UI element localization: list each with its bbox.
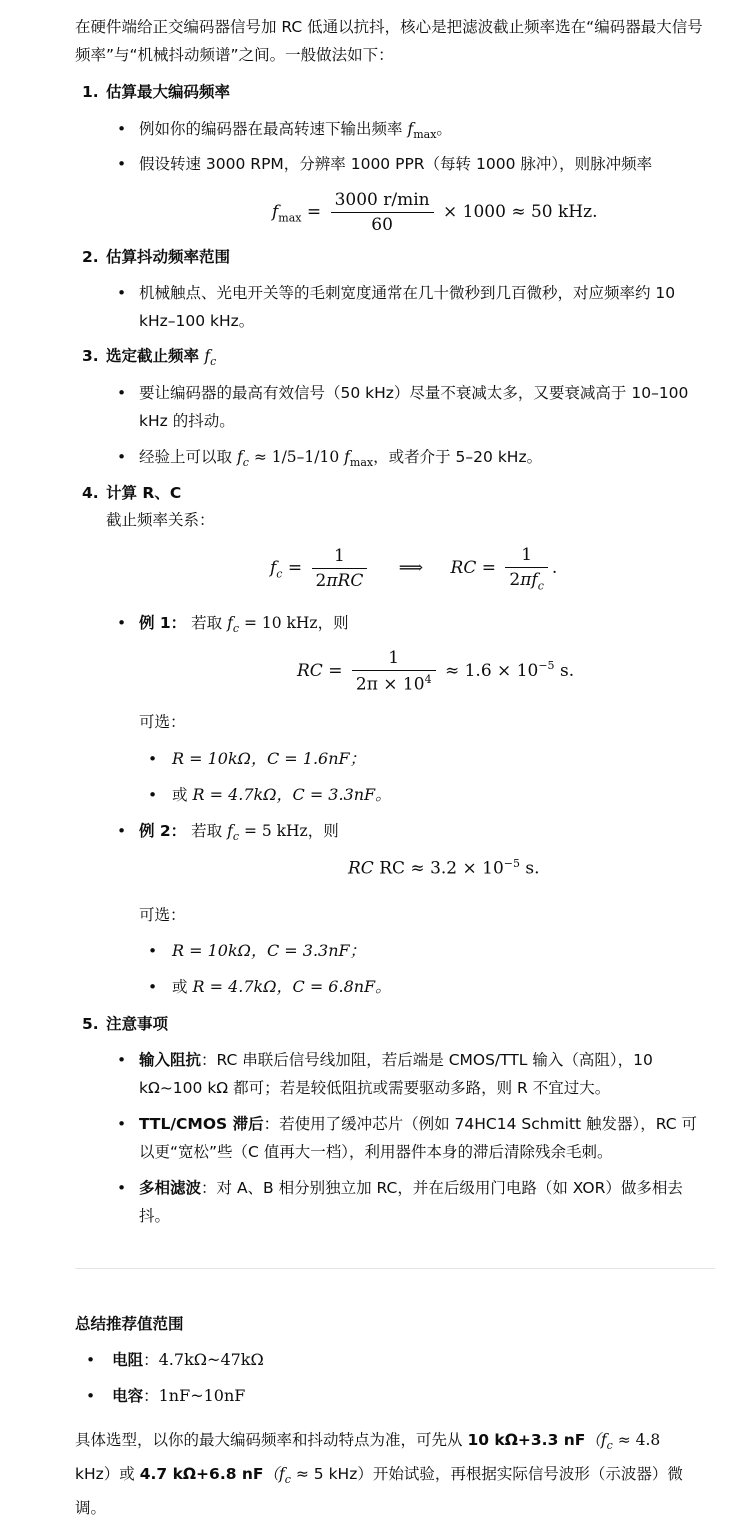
example-label: 例 1： — [139, 614, 187, 632]
list-item-text: 经验上可以取 — [139, 448, 233, 466]
summary-item-resistance: • 电阻：4.7kΩ~47kΩ — [86, 1350, 264, 1369]
exponent: −5 — [503, 857, 521, 870]
intro-paragraph — [75, 13, 715, 69]
note-label: 输入阻抗 — [139, 1051, 202, 1069]
bullet-icon: • — [117, 384, 127, 402]
bullet-icon: • — [117, 1115, 127, 1133]
math-fc: $f_c$ — [204, 347, 217, 369]
option-prefix: 或 — [172, 786, 188, 804]
unit: s. — [554, 660, 575, 681]
equation-fmax: $f_{max}$ = $\frac{3000 r/\min}{60}$ × 1000 ≈ 50 kHz. — [272, 190, 598, 235]
list-item-text: ，或者介于 5–20 kHz。 — [373, 448, 543, 466]
relation-label: 截止频率关系： — [106, 511, 215, 529]
summary-text: ≈ 5 kHz）开始试验，再根据实际信号波形（示波器）微 — [290, 1465, 683, 1484]
note-text: ：RC 串联后信号线加阻，若后端是 CMOS/TTL 输入（高阻），10 — [201, 1051, 653, 1069]
summary-text: 调。 — [75, 1499, 107, 1518]
section-number: 2. — [82, 248, 99, 266]
note-text: ：对 A、B 相分别独立加 RC，并在后级用门电路（如 XOR）做多相去 — [201, 1179, 683, 1197]
bullet-icon: • — [148, 942, 158, 960]
equation-text: RC ≈ 3.2 × 10 — [379, 858, 504, 879]
summary-value: 4.7kΩ~47kΩ — [158, 1350, 264, 1369]
summary-value: 1nF~10nF — [158, 1386, 246, 1405]
summary-item-capacitance: • 电容：1nF~10nF — [86, 1386, 246, 1405]
section-4-heading — [82, 481, 181, 505]
example-value: = 10 kHz — [243, 614, 318, 632]
note-label: 多相滤波 — [139, 1179, 202, 1197]
bullet-icon: • — [117, 1051, 127, 1069]
bullet-icon: • — [148, 978, 158, 996]
section-3-heading — [82, 344, 216, 374]
equation-tail: × 1000 ≈ 50 kHz. — [443, 202, 598, 222]
note-label: TTL/CMOS 滞后 — [139, 1115, 264, 1133]
equation-example-1: RC = $\frac{1}{2\pi \times 10^4}$ ≈ $1.6 \times 10^{-5}$ s. — [297, 648, 575, 695]
list-item-text: 要让编码器的最高有效信号（50 kHz）尽量不衰减太多，又要衰减高于 10–100 — [139, 384, 689, 402]
bullet-icon: • — [117, 155, 127, 173]
bullet-icon: • — [148, 786, 158, 804]
list-item-text: kHz 的抖动。 — [139, 412, 235, 430]
section-title: 估算抖动频率范围 — [106, 248, 231, 266]
section-number: 4. — [82, 484, 99, 502]
section-title: 选定截止频率 — [106, 347, 200, 365]
bullet-icon: • — [86, 1351, 96, 1369]
option-value: R = 10kΩ，C = 3.3nF； — [172, 941, 366, 960]
recommended-combo: 10 kΩ+3.3 nF — [467, 1431, 586, 1449]
list-item-text: 例如你的编码器在最高转速下输出频率 — [139, 120, 403, 138]
section-title: 计算 R、C — [106, 484, 182, 502]
section-2-heading — [82, 245, 230, 269]
option-value: R = 4.7kΩ，C = 3.3nF。 — [192, 785, 392, 804]
bullet-icon: • — [117, 822, 127, 840]
math-text: （f — [263, 1465, 285, 1484]
option-value: R = 10kΩ，C = 1.6nF； — [172, 749, 366, 768]
bullet-icon: • — [117, 614, 127, 632]
note-text: 抖。 — [139, 1207, 171, 1225]
note-text: 以更“宽松”些（C 值再大一档），利用器件本身的滞后清除残余毛刺。 — [139, 1143, 613, 1161]
section-title: 估算最大编码频率 — [106, 83, 231, 101]
example-value: = 5 kHz — [243, 822, 308, 840]
math-text: （f — [585, 1431, 607, 1449]
list-item-text: kHz–100 kHz。 — [139, 312, 255, 330]
summary-text: 具体选型，以你的最大编码频率和抖动特点为准，可先从 — [75, 1431, 463, 1449]
optional-label: 可选： — [139, 713, 186, 731]
summary-paragraph: 具体选型，以你的最大编码频率和抖动特点为准，可先从 10 kΩ+3.3 $nF(f_c \approx 4.8$ kHz）或 4.7 kΩ+6.8 $nF(f_c \approx 5$ kHz）开始试验，再根据实际信号波形（示波器）微 调。 — [75, 1431, 683, 1518]
example-text: ，则 — [317, 614, 349, 632]
exponent: −5 — [538, 659, 555, 673]
unit: s. — [520, 858, 540, 879]
example-text: 若取 — [191, 822, 223, 840]
list-item-text: 假设转速 3000 RPM，分辨率 1000 PPR（每转 1000 脉冲），则脉冲频率 — [139, 155, 653, 173]
summary-label: 电阻 — [112, 1351, 144, 1369]
bullet-icon: • — [86, 1387, 96, 1405]
bullet-icon: • — [117, 448, 127, 466]
fraction-numerator: 3000 r/min — [331, 190, 434, 213]
math-fmax: $f_{max}$ — [407, 120, 437, 142]
summary-title: 总结推荐值范围 — [75, 1315, 184, 1333]
list-item-text: 机械触点、光电开关等的毛刺宽度通常在几十微秒到几百微秒，对应频率约 10 — [139, 284, 676, 302]
section-5-heading — [82, 1012, 168, 1036]
equation-tail: ≈ 1.6 × 10 — [444, 660, 539, 681]
punct: 。 — [436, 120, 452, 138]
intro-text: 在硬件端给正交编码器信号加 RC 低通以抗抖，核心是把滤波截止频率选在“编码器最大信号频率”与“机械抖动频谱”之间。一般做法如下： — [75, 18, 703, 64]
recommended-combo: 4.7 kΩ+6.8 nF — [139, 1465, 264, 1484]
divider — [75, 1268, 715, 1269]
bullet-icon: • — [117, 1179, 127, 1197]
note-text: kΩ~100 kΩ 都可；若是较低阻抗或需要驱动多路，则 R 不宜过大。 — [139, 1079, 611, 1097]
section-number: 1. — [82, 83, 99, 101]
bullet-icon: • — [117, 284, 127, 302]
math-text: ≈ 4.8 — [612, 1431, 661, 1449]
section-number: 3. — [82, 347, 99, 365]
math-ratio: ≈ 1/5–1/10 — [253, 448, 340, 466]
equation-cutoff: $f_c$ = $\frac{1}{\text{2πRC}}$ ⟹ RC = $\frac{1}{2\pi f_c}$ . — [270, 545, 558, 593]
section-1-heading — [82, 80, 230, 104]
example-label: 例 2： — [139, 822, 187, 840]
equation-example-2: RC RC ≈ $3.2 \times 10^{-5}$ s. — [348, 857, 540, 879]
bullet-icon: • — [117, 120, 127, 138]
bullet-icon: • — [148, 750, 158, 768]
summary-text: kHz）或 — [75, 1465, 135, 1484]
section-title: 注意事项 — [106, 1015, 169, 1033]
option-value: R = 4.7kΩ，C = 6.8nF。 — [192, 977, 392, 996]
summary-label: 电容 — [112, 1387, 144, 1405]
note-text: ：若使用了缓冲芯片（例如 74HC14 Schmitt 触发器），RC 可 — [263, 1115, 698, 1133]
fraction-denominator: 60 — [371, 215, 393, 235]
section-number: 5. — [82, 1015, 99, 1033]
optional-label: 可选： — [139, 906, 186, 924]
example-text: ，则 — [307, 822, 339, 840]
option-prefix: 或 — [172, 978, 188, 996]
example-text: 若取 — [191, 614, 223, 632]
